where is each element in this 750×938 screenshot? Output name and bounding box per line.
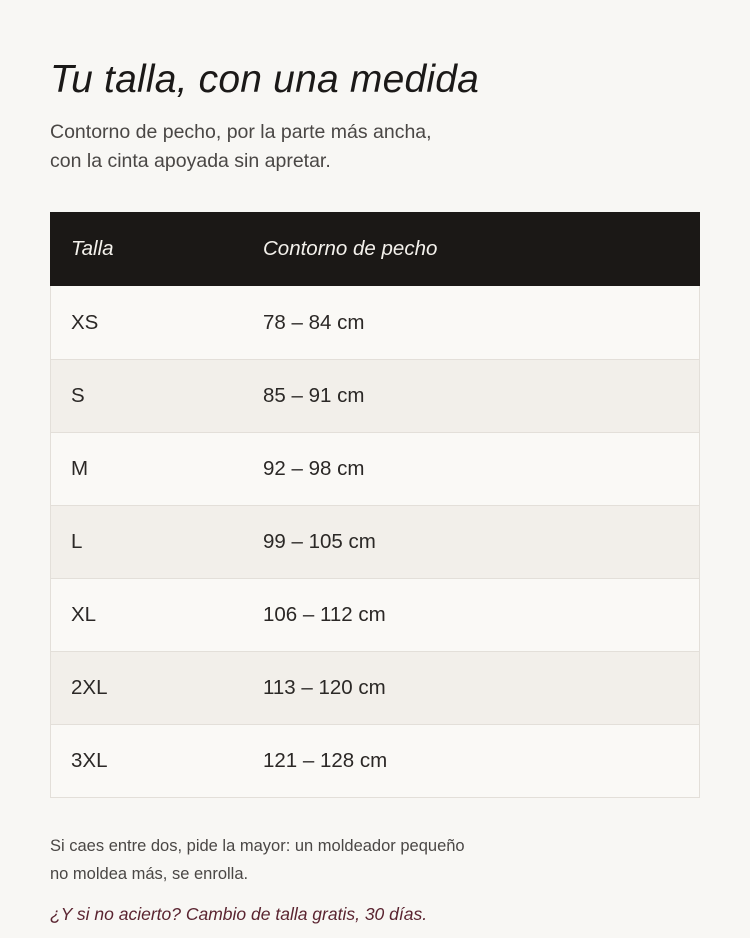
- note-line-2: no moldea más, se enrolla.: [50, 865, 249, 883]
- size-cell: XL: [71, 603, 97, 626]
- chest-cell: 121 – 128 cm: [263, 749, 388, 772]
- column-header-size: Talla: [71, 237, 114, 260]
- table-row: [50, 725, 700, 798]
- size-table: [50, 212, 700, 798]
- subtitle-line-1: Contorno de pecho, por la parte más ancha,: [50, 121, 432, 143]
- chest-cell: 92 – 98 cm: [263, 457, 365, 480]
- page-subtitle: [50, 118, 650, 176]
- chest-cell: 113 – 120 cm: [263, 676, 386, 699]
- table-row: [50, 433, 700, 506]
- chest-cell: 106 – 112 cm: [263, 603, 386, 626]
- size-cell: XS: [71, 310, 99, 334]
- size-cell: L: [71, 530, 83, 553]
- note-line-1: Si caes entre dos, pide la mayor: un moldeador pequeño: [50, 837, 465, 855]
- table-row: [50, 579, 700, 652]
- chest-cell: 78 – 84 cm: [263, 310, 365, 334]
- table-row: [50, 286, 700, 360]
- exchange-policy-text: ¿Y si no acierto? Cambio de talla gratis, 30 días.: [50, 904, 428, 924]
- size-cell: 3XL: [71, 749, 108, 772]
- size-cell: M: [71, 457, 89, 480]
- size-cell: 2XL: [71, 676, 108, 699]
- subtitle-line-2: con la cinta apoyada sin apretar.: [50, 150, 331, 172]
- chest-cell: 85 – 91 cm: [263, 384, 365, 407]
- table-row: [50, 506, 700, 579]
- page-title: Tu talla, con una medida: [50, 58, 480, 101]
- table-header: [50, 212, 700, 286]
- chest-cell: 99 – 105 cm: [263, 530, 376, 553]
- size-cell: S: [71, 384, 85, 407]
- table-row: [50, 652, 700, 725]
- sizing-note: [50, 832, 650, 888]
- column-header-chest: Contorno de pecho: [263, 237, 438, 260]
- table-row: [50, 360, 700, 433]
